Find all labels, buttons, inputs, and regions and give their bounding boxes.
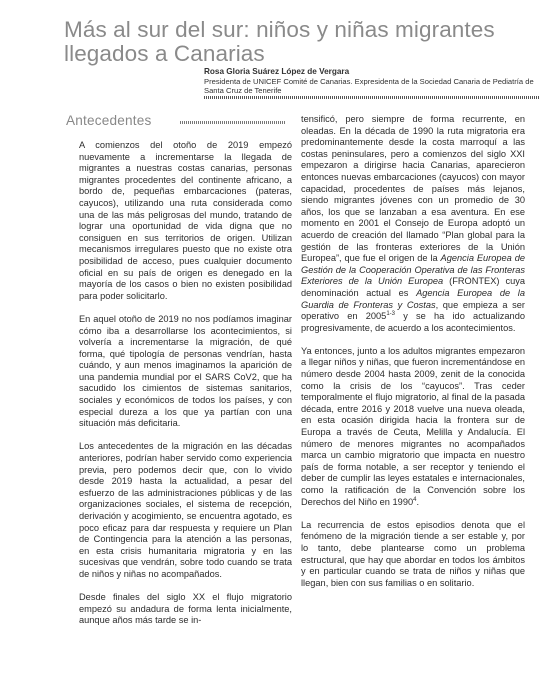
paragraph: Ya entonces, junto a los adultos migrantes empezaron a llegar niños y niñas, que fueron incrementándose en número desde 2004 hasta 2009, zenit de la conocida como la crisis de los “cayucos”. Tras ceder temporalmente el flujo migratorio, al final de la pasada década, entre 2016 y 2018 vuelve una nueva oleada, en esta ocasión dirigida hacia la frontera sur de Europa a través de Ceuta, Melilla y Andalucía. El número de menores migrantes no acompañados marca un cambio migratorio que impacta en nuestro país de forma notable, a ser receptor y teniendo el deber de cumplir las leyes estatales e internacionales, como la ratificación de la Convención sobre los Derechos del Niño en 1990$^4$. <box>301 345 525 507</box>
paragraph: En aquel otoño de 2019 no nos podíamos imaginar cómo iba a desarrollarse los acontecimientos, si volvería a incrementarse la migración, de qué forma, qué tipología de personas vendrían, hasta cuándo, y aun menos imaginamos la aparición de una pandemia mundial por el SARS CoV2, que ha sacudido los cimientos de sistemas sanitarios, sociales y económicos de todos los países, y con especial dureza a los que ya partían con una situación más deficitaria. <box>79 313 292 429</box>
section-heading: Antecedentes <box>66 113 152 128</box>
left-column <box>79 140 292 639</box>
paragraph: Desde finales del siglo XX el flujo migratorio empezó su andadura de forma lenta inicialmente, aunque años más tarde se in- <box>79 592 292 626</box>
paragraph: La recurrencia de estos episodios denota que el fenómeno de la migración tiende a ser estable y, por lo tanto, debe plantearse como un problema estructural, que hay que abordar en todos los ámbitos y en particular cuando se trata de niños y niñas que llegan, bien con sus familias o en solitario. <box>301 519 525 588</box>
article-title: Más al sur del sur: niños y niñas migrantes llegados a Canarias <box>64 17 495 66</box>
author-affiliation: Presidenta de UNICEF Comité de Canarias. Expresidenta de la Sociedad Canaria de Pediatría de Santa Cruz de Tenerife <box>204 77 534 95</box>
italic-agency-current-name: Agencia Europea de la Guardia de Fronteras y Costas <box>301 287 525 310</box>
author-dotted-divider <box>204 96 540 99</box>
right-column <box>301 114 525 601</box>
reference-marker: 4 <box>413 496 417 503</box>
paragraph: tensificó, pero siempre de forma recurrente, en oleadas. En la década de 1990 la ruta migratoria era predominantemente desde la costa marroquí a las costas peninsulares, pero a comienzos del siglo XXI empezaron a dirigirse hacia Canarias, aparecieron entonces nuevas embarcaciones (cayucos) con mayor capacidad, procedentes de países más lejanos, siendo migrantes jóvenes con un promedio de 30 años, los que se lanzaban a esa aventura. En ese momento en 2001 el Consejo de Europa adoptó un acuerdo de creación del llamado “Plan global para la gestión de las fronteras exteriores de la Unión Europea”, que fue el origen de la Agencia Europea de Gestión de la Cooperación Operativa de las Fronteras Exteriores de la Unión Europea (FRONTEX) cuya denominación actual es Agencia Europea de la Guardia de Fronteras y Costas, que empieza a ser operativo en 2005$^{1-3}$ y se ha ido actualizando progresivamente, de acuerdo a los acontecimientos. <box>301 114 525 333</box>
author-name: Rosa Gloria Suárez López de Vergara <box>204 67 350 76</box>
italic-agency-name: Agencia Europea de Gestión de la Cooperación Operativa de las Fronteras Exteriores de la Unión Europea <box>301 253 525 287</box>
paragraph: Los antecedentes de la migración en las décadas anteriores, podrían haber servido como experiencia previa, pero podemos decir que, con lo vivido desde 2019 hasta la actualidad, a pesar del esfuerzo de las administraciones públicas y de las organizaciones sociales, el sistema de recepción, derivación y acogimiento, se encuentra agotado, es poco eficaz para dar respuesta y requiere un Plan de Contingencia para la atención a las personas, en esta crisis humanitaria migratoria y en las sucesivas que vendrán, sobre todo cuando se trata de niños y niñas no acompañados. <box>79 441 292 579</box>
author-block <box>204 67 544 99</box>
reference-marker: 1-3 <box>386 311 395 318</box>
section-dotted-divider <box>180 121 286 124</box>
paragraph: A comienzos del otoño de 2019 empezó nuevamente a incrementarse la llegada de migrantes a nuestras costas canarias, personas migrantes procedentes del continente africano, a bordo de, pequeñas embarcaciones (pateras, cayucos), utilizando una ruta considerada como una de las más peligrosas del mundo, tratando de lograr una oportunidad de vida digna que no consiguen en sus territorios de origen. Utilizan mecanismos irregulares puesto que no existe otra posibilidad de acceso, pues cualquier documento oficial en su país de origen es denegado en la mayoría de los casos o bien no existen posibilidad para poder solicitarlo. <box>79 140 292 301</box>
